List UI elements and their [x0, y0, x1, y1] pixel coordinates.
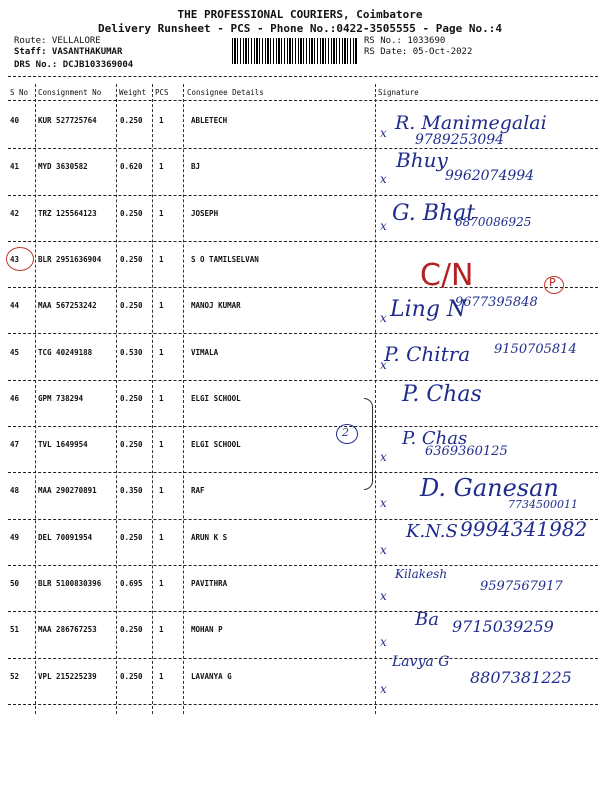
- serial-number: 46: [10, 393, 20, 403]
- pcs-value: 1: [159, 440, 164, 450]
- row-divider: [8, 565, 598, 566]
- consignee-name: BJ: [191, 162, 201, 172]
- serial-number: 41: [10, 162, 20, 172]
- consignment-number: KUR 527725764: [38, 116, 97, 125]
- consignment-number: TVL 1649954: [38, 440, 88, 450]
- pcs-value: 1: [159, 116, 164, 125]
- pcs-value: 1: [159, 486, 164, 496]
- table-row: [0, 428, 600, 474]
- pcs-value: 1: [159, 625, 164, 635]
- row-divider: [8, 241, 598, 242]
- row-divider: [8, 287, 598, 288]
- consignee-name: ARUN K S: [191, 532, 228, 542]
- divider: [8, 76, 598, 77]
- consignee-name: VIMALA: [191, 347, 219, 357]
- route-label: Route: VELLALORE: [14, 36, 101, 46]
- consignment-number: GPM 738294: [38, 393, 84, 403]
- pcs-value: 1: [159, 162, 164, 172]
- table-row: [0, 289, 600, 335]
- signature-handwriting: R. Manimegalai: [395, 112, 547, 134]
- weight-value: 0.250: [120, 301, 143, 311]
- runsheet-title: THE PROFESSIONAL COURIERS, Coimbatore: [177, 8, 423, 21]
- row-divider: [8, 704, 598, 705]
- consignment-number: BLR 2951636904: [38, 254, 102, 264]
- col-weight: Weight: [119, 88, 147, 97]
- barcode: [232, 38, 358, 64]
- tick-mark: x: [380, 357, 387, 372]
- table-row: [0, 653, 600, 706]
- consignee-name: ELGI SCHOOL: [191, 440, 241, 450]
- signature-handwriting: K.N.S: [406, 520, 458, 542]
- weight-value: 0.250: [120, 116, 143, 125]
- table-row: [0, 197, 600, 243]
- drs-number: DRS No.: DCJB103369004: [14, 60, 134, 70]
- tick-mark: x: [380, 589, 387, 603]
- row-divider: [8, 611, 598, 612]
- serial-number: 50: [10, 579, 20, 588]
- signature-phone: 7734500011: [508, 498, 578, 512]
- signature-handwriting: Bhuy: [396, 148, 448, 173]
- consignee-name: ELGI SCHOOL: [191, 393, 241, 403]
- consignment-number: MAA 286767253: [38, 625, 97, 635]
- pcs-value: 1: [159, 532, 164, 542]
- signature-handwriting: Lavya G: [392, 653, 450, 670]
- signature-handwriting: Ling N: [390, 297, 467, 323]
- divider: [8, 100, 598, 101]
- row-divider: [8, 148, 598, 149]
- rs-number: RS No.: 1033690: [364, 36, 446, 46]
- runsheet-subtitle: Delivery Runsheet - PCS - Phone No.:0422-3505555 - Page No.:4: [98, 22, 502, 35]
- signature-handwriting: P. Chitra: [384, 341, 471, 366]
- signature-phone: 9150705814: [494, 341, 577, 357]
- table-row: [0, 609, 600, 659]
- col-consignee: Consignee Details: [187, 88, 264, 97]
- table-row: [0, 567, 600, 613]
- row-divider: [8, 658, 598, 659]
- weight-value: 0.250: [120, 208, 143, 218]
- tick-mark: x: [380, 126, 387, 140]
- serial-number: 52: [10, 671, 20, 681]
- staff-label: Staff: VASANTHAKUMAR: [14, 47, 123, 57]
- serial-number: 51: [10, 625, 20, 635]
- tick-mark: x: [380, 172, 387, 187]
- signature-handwriting: Ba: [415, 609, 439, 631]
- consignee-name: S O TAMILSELVAN: [191, 254, 259, 264]
- serial-number: 49: [10, 532, 20, 542]
- weight-value: 0.250: [120, 440, 143, 450]
- tick-mark: x: [380, 496, 387, 511]
- cn-mark: C/N: [420, 258, 474, 293]
- pcs-value: 1: [159, 347, 164, 357]
- weight-value: 0.620: [120, 162, 143, 172]
- consignment-number: TCG 40249188: [38, 347, 93, 357]
- signature-phone: 6369360125: [425, 444, 508, 460]
- consignee-name: ABLETECH: [191, 116, 228, 125]
- weight-value: 0.250: [120, 254, 143, 264]
- consignee-name: JOSEPH: [191, 208, 219, 218]
- tick-mark: x: [380, 311, 387, 326]
- signature-phone: 9789253094: [415, 132, 505, 148]
- signature-handwriting: P. Chas: [402, 381, 482, 407]
- serial-number: 45: [10, 347, 20, 357]
- signature-phone: 6870086925: [455, 214, 532, 229]
- signature-handwriting: P. Chas: [402, 428, 468, 450]
- row-divider: [8, 380, 598, 381]
- tick-mark: x: [380, 450, 387, 465]
- signature-handwriting: D. Ganesan: [420, 474, 559, 503]
- table-row: [0, 104, 600, 150]
- count-mark: 2: [342, 426, 349, 439]
- signature-phone: 9597567917: [480, 579, 563, 594]
- serial-number: 43: [10, 254, 20, 264]
- col-consignment: Consignment No: [38, 88, 102, 97]
- table-row: [0, 382, 600, 428]
- table-row: [0, 150, 600, 196]
- weight-value: 0.250: [120, 625, 143, 635]
- consignee-name: PAVITHRA: [191, 579, 228, 588]
- pcs-value: 1: [159, 579, 164, 588]
- table-row: [0, 243, 600, 289]
- tick-mark: x: [380, 681, 387, 696]
- consignment-number: DEL 70091954: [38, 532, 93, 542]
- weight-value: 0.695: [120, 579, 143, 588]
- consignee-name: LAVANYA G: [191, 671, 232, 681]
- rs-date: RS Date: 05-Oct-2022: [364, 47, 473, 57]
- consignee-name: MOHAN P: [191, 625, 223, 635]
- serial-number: 47: [10, 440, 20, 450]
- row-divider: [8, 333, 598, 334]
- signature-handwriting: Kilakesh: [395, 567, 448, 581]
- serial-number: 40: [10, 116, 20, 125]
- consignment-number: TRZ 125564123: [38, 208, 97, 218]
- consignee-name: RAF: [191, 486, 205, 496]
- weight-value: 0.350: [120, 486, 143, 496]
- consignment-number: BLR 5100830396: [38, 579, 102, 588]
- consignment-number: MAA 290270891: [38, 486, 97, 496]
- table-row: [0, 474, 600, 520]
- signature-phone: 9715039259: [452, 617, 554, 637]
- row-divider: [8, 195, 598, 196]
- weight-value: 0.250: [120, 671, 143, 681]
- serial-number: 44: [10, 301, 20, 311]
- col-pcs: PCS: [155, 88, 169, 97]
- signature-phone: 9677395848: [455, 295, 538, 311]
- pcs-value: 1: [159, 301, 164, 311]
- weight-value: 0.250: [120, 532, 143, 542]
- pcs-value: 1: [159, 254, 164, 264]
- pcs-value: 1: [159, 208, 164, 218]
- serial-number: 42: [10, 208, 20, 218]
- row-43-circle-mark: [6, 247, 34, 271]
- row-divider: [8, 426, 598, 427]
- col-signature: Signature: [378, 88, 419, 97]
- table-row: [0, 336, 600, 382]
- pcs-value: 1: [159, 393, 164, 403]
- consignment-number: VPL 215225239: [38, 671, 97, 681]
- weight-value: 0.250: [120, 393, 143, 403]
- tick-mark: x: [380, 218, 387, 233]
- signature-phone: 8807381225: [470, 667, 572, 687]
- signature-phone: 9994341982: [460, 516, 588, 541]
- pcs-value: 1: [159, 671, 164, 681]
- tick-mark: x: [380, 635, 387, 650]
- signature-handwriting: G. Bhat: [392, 200, 476, 226]
- tick-mark: x: [380, 542, 387, 557]
- consignment-number: MAA 567253242: [38, 301, 97, 311]
- consignee-name: MANOJ KUMAR: [191, 301, 241, 311]
- row-divider: [8, 472, 598, 473]
- serial-number: 48: [10, 486, 20, 496]
- table-row: [0, 516, 600, 567]
- col-sno: S No: [10, 88, 29, 97]
- weight-value: 0.530: [120, 347, 143, 357]
- consignment-number: MYD 3630582: [38, 162, 88, 172]
- bracket-mark: [364, 398, 373, 490]
- signature-phone: 9962074994: [445, 168, 535, 185]
- p-mark: P: [549, 276, 556, 289]
